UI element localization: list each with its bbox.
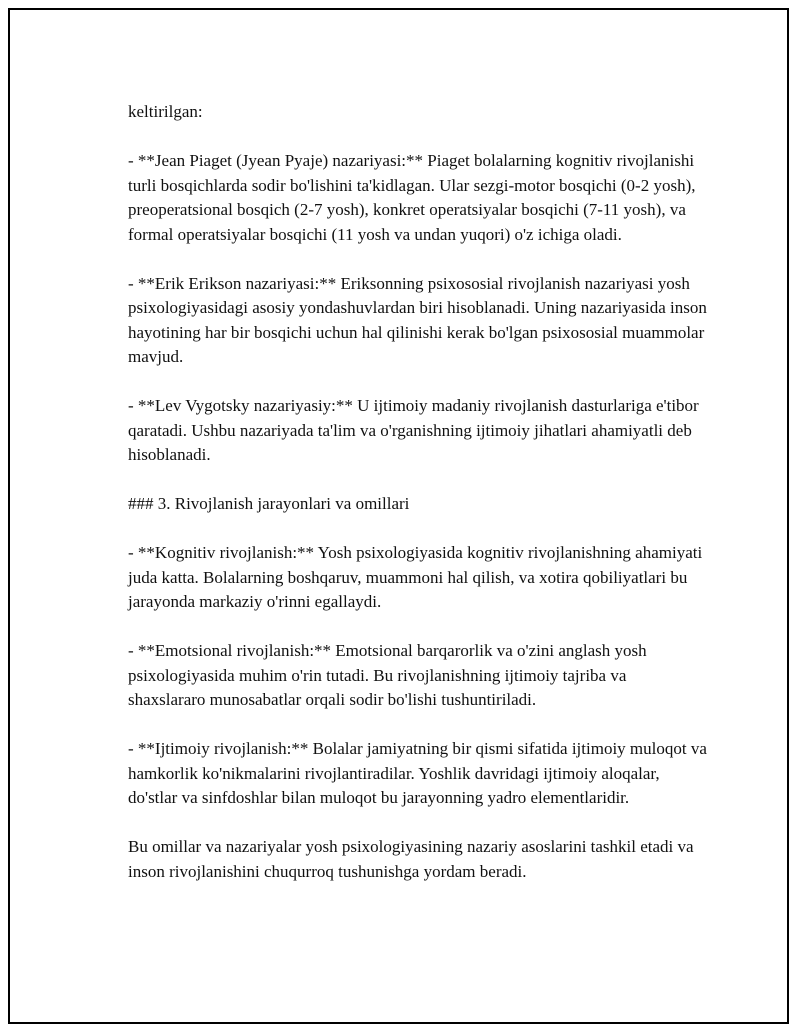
paragraph-emotional: - **Emotsional rivojlanish:** Emotsional barqarorlik va o'zini anglash yosh psixologiyasida muhim o'rin tutadi. Bu rivojlanishning ijtimoiy tajriba va shaxslararo munosabatlar orqali sodir bo'lishi tushuntiriladi. xyxy=(128,641,647,709)
document-body xyxy=(128,100,708,884)
paragraph-vygotsky: - **Lev Vygotsky nazariyasiy:** U ijtimoiy madaniy rivojlanish dasturlariga e'tibor qaratadi. Ushbu nazariyada ta'lim va o'rganishning ijtimoiy jihatlari ahamiyatli deb hisoblanadi. xyxy=(128,396,699,464)
paragraph-continuation: keltirilgan: xyxy=(128,102,203,121)
page-frame xyxy=(8,8,789,1024)
paragraph-social: - **Ijtimoiy rivojlanish:** Bolalar jamiyatning bir qismi sifatida ijtimoiy muloqot va hamkorlik ko'nikmalarini rivojlantiradilar. Yoshlik davridagi ijtimoiy aloqalar, do'stlar va sinfdoshlar bilan muloqot bu jarayonning yadro elementlaridir. xyxy=(128,739,707,807)
paragraph-conclusion: Bu omillar va nazariyalar yosh psixologiyasining nazariy asoslarini tashkil etadi va inson rivojlanishini chuqurroq tushunishga yordam beradi. xyxy=(128,837,694,881)
paragraph-cognitive: - **Kognitiv rivojlanish:** Yosh psixologiyasida kognitiv rivojlanishning ahamiyati juda katta. Bolalarning boshqaruv, muammoni hal qilish, va xotira qobiliyatlari bu jarayonda markaziy o'rinni egallaydi. xyxy=(128,543,703,611)
paragraph-piaget: - **Jean Piaget (Jyean Pyaje) nazariyasi:** Piaget bolalarning kognitiv rivojlanishi turli bosqichlarda sodir bo'lishini ta'kidlagan. Ular sezgi-motor bosqichi (0-2 yosh), preoperatsional bosqich (2-7 yosh), konkret operatsiyalar bosqichi (7-11 yosh), va formal operatsiyalar bosqichi (11 yosh va undan yuqori) o'z ichiga oladi. xyxy=(128,151,696,244)
section-heading: ### 3. Rivojlanish jarayonlari va omillari xyxy=(128,494,410,513)
paragraph-erikson: - **Erik Erikson nazariyasi:** Eriksonning psixososial rivojlanish nazariyasi yosh psixologiyasidagi asosiy yondashuvlardan biri hisoblanadi. Uning nazariyasida inson hayotining har bir bosqichi uchun hal qilinishi kerak bo'lgan psixososial muammolar mavjud. xyxy=(128,273,707,366)
